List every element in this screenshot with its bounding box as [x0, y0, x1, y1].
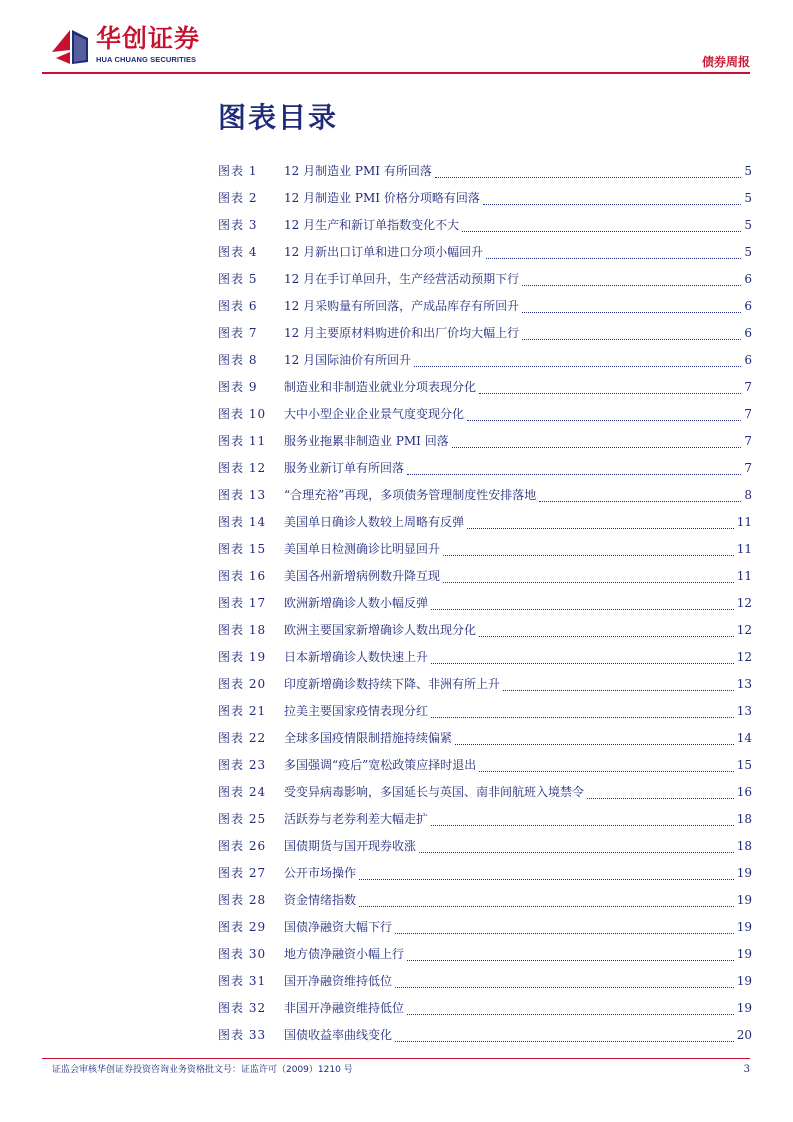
toc-entry-label: 图表 9: [218, 380, 258, 394]
toc-entry-page: 5: [744, 164, 752, 178]
toc-entry-page: 20: [736, 1028, 752, 1042]
toc-entry[interactable]: [218, 563, 752, 590]
toc-entry-label: 图表 33: [218, 1028, 267, 1042]
toc-entry-title: 服务业新订单有所回落: [284, 461, 405, 475]
toc-entry[interactable]: [218, 509, 752, 536]
footer-disclaimer: 证监会审核华创证券投资咨询业务资格批文号：证监许可（2009）1210 号: [52, 1065, 353, 1075]
toc-entry[interactable]: [218, 725, 752, 752]
toc-entry[interactable]: [218, 914, 752, 941]
toc-entry-label: 图表 8: [218, 353, 258, 367]
table-of-figures: [218, 158, 752, 1049]
toc-entry[interactable]: [218, 428, 752, 455]
toc-entry-label: 图表 14: [218, 515, 267, 529]
toc-entry-label: 图表 12: [218, 461, 267, 475]
toc-entry-label: 图表 23: [218, 758, 267, 772]
toc-entry-title: 国开净融资维持低位: [284, 974, 393, 988]
toc-dot-leader: [539, 500, 741, 502]
toc-dot-leader: [503, 689, 734, 691]
toc-dot-leader: [407, 959, 734, 961]
toc-entry-page: 18: [736, 812, 752, 826]
toc-entry-page: 11: [736, 542, 752, 556]
toc-entry-page: 7: [744, 380, 752, 394]
toc-entry-title: 12 月在手订单回升，生产经营活动预期下行: [284, 272, 520, 286]
toc-dot-leader: [419, 851, 734, 853]
toc-entry-label: 图表 7: [218, 326, 258, 340]
toc-entry-label: 图表 5: [218, 272, 258, 286]
toc-entry[interactable]: [218, 212, 752, 239]
toc-entry-page: 19: [736, 893, 752, 907]
toc-entry[interactable]: [218, 239, 752, 266]
toc-entry-page: 6: [744, 299, 752, 313]
toc-entry-label: 图表 15: [218, 542, 267, 556]
toc-entry-label: 图表 2: [218, 191, 258, 205]
toc-entry-page: 8: [744, 488, 752, 502]
toc-entry-title: 公开市场操作: [284, 866, 357, 880]
brand-name-english: HUA CHUANG SECURITIES: [96, 55, 197, 64]
toc-entry[interactable]: [218, 941, 752, 968]
toc-entry-label: 图表 11: [218, 434, 267, 448]
toc-entry-page: 19: [736, 866, 752, 880]
toc-entry-title: 12 月主要原材料购进价和出厂价均大幅上行: [284, 326, 520, 340]
toc-entry-page: 7: [744, 434, 752, 448]
toc-dot-leader: [395, 986, 734, 988]
toc-entry[interactable]: [218, 644, 752, 671]
toc-entry-label: 图表 32: [218, 1001, 267, 1015]
toc-dot-leader: [395, 932, 734, 934]
toc-entry-title: 12 月制造业 PMI 有所回落: [284, 164, 432, 178]
toc-entry-page: 6: [744, 272, 752, 286]
toc-entry-page: 7: [744, 461, 752, 475]
toc-entry-page: 5: [744, 218, 752, 232]
toc-entry-label: 图表 22: [218, 731, 267, 745]
toc-dot-leader: [479, 635, 734, 637]
toc-entry[interactable]: [218, 860, 752, 887]
toc-entry-label: 图表 19: [218, 650, 267, 664]
toc-entry-title: 国债期货与国开现券收涨: [284, 839, 417, 853]
toc-entry-label: 图表 31: [218, 974, 267, 988]
toc-entry[interactable]: [218, 536, 752, 563]
toc-entry-page: 5: [744, 245, 752, 259]
toc-entry-label: 图表 16: [218, 569, 267, 583]
huachuang-logo-icon: [50, 28, 90, 66]
toc-entry[interactable]: [218, 347, 752, 374]
toc-entry-page: 13: [736, 677, 752, 691]
toc-entry-label: 图表 27: [218, 866, 267, 880]
toc-entry[interactable]: [218, 968, 752, 995]
toc-entry[interactable]: [218, 482, 752, 509]
toc-entry-title: 国债净融资大幅下行: [284, 920, 393, 934]
toc-entry-page: 7: [744, 407, 752, 421]
toc-entry-title: 12 月新出口订单和进口分项小幅回升: [284, 245, 484, 259]
toc-dot-leader: [467, 527, 734, 529]
toc-entry-page: 12: [736, 623, 752, 637]
page-header: [0, 0, 793, 80]
toc-dot-leader: [443, 581, 734, 583]
toc-entry-title: 制造业和非制造业就业分项表现分化: [284, 380, 477, 394]
toc-entry-page: 15: [736, 758, 752, 772]
toc-dot-leader: [407, 1013, 734, 1015]
toc-title: 图表目录: [218, 101, 339, 134]
toc-entry-title: 12 月生产和新订单指数变化不大: [284, 218, 460, 232]
toc-entry-page: 11: [736, 569, 752, 583]
toc-entry-page: 12: [736, 650, 752, 664]
toc-entry-page: 13: [736, 704, 752, 718]
toc-entry[interactable]: [218, 590, 752, 617]
toc-entry-title: 国债收益率曲线变化: [284, 1028, 393, 1042]
toc-entry-page: 16: [736, 785, 752, 799]
toc-entry[interactable]: [218, 293, 752, 320]
toc-entry-title: 地方债净融资小幅上行: [284, 947, 405, 961]
toc-dot-leader: [522, 311, 741, 313]
toc-entry-page: 19: [736, 974, 752, 988]
toc-entry-title: 服务业拖累非制造业 PMI 回落: [284, 434, 449, 448]
toc-dot-leader: [431, 716, 734, 718]
toc-dot-leader: [431, 662, 734, 664]
toc-dot-leader: [587, 797, 734, 799]
toc-entry[interactable]: [218, 752, 752, 779]
toc-dot-leader: [431, 608, 734, 610]
toc-entry-page: 19: [736, 920, 752, 934]
toc-dot-leader: [395, 1040, 734, 1042]
toc-dot-leader: [462, 230, 741, 232]
toc-entry-title: 印度新增确诊数持续下降、非洲有所上升: [284, 677, 501, 691]
toc-entry-label: 图表 13: [218, 488, 267, 502]
toc-entry-title: 多国强调“疫后”宽松政策应择时退出: [284, 758, 477, 772]
toc-entry-title: 欧洲主要国家新增确诊人数出现分化: [284, 623, 477, 637]
toc-entry-label: 图表 24: [218, 785, 267, 799]
report-type-label: 债券周报: [701, 55, 750, 69]
toc-entry-page: 11: [736, 515, 752, 529]
toc-entry-title: 欧洲新增确诊人数小幅反弹: [284, 596, 429, 610]
toc-dot-leader: [455, 743, 734, 745]
toc-entry-title: 非国开净融资维持低位: [284, 1001, 405, 1015]
toc-entry-label: 图表 30: [218, 947, 267, 961]
toc-entry-page: 14: [736, 731, 752, 745]
toc-dot-leader: [483, 203, 742, 205]
toc-entry-label: 图表 21: [218, 704, 267, 718]
toc-entry-label: 图表 26: [218, 839, 267, 853]
toc-entry-title: 12 月制造业 PMI 价格分项略有回落: [284, 191, 480, 205]
toc-entry-label: 图表 4: [218, 245, 258, 259]
toc-entry[interactable]: [218, 401, 752, 428]
brand-name-chinese: 华创证券: [96, 24, 201, 53]
toc-entry[interactable]: [218, 995, 752, 1022]
toc-entry[interactable]: [218, 320, 752, 347]
toc-entry-label: 图表 20: [218, 677, 267, 691]
toc-entry-title: 受变异病毒影响，多国延长与英国、南非间航班入境禁令: [284, 785, 585, 799]
toc-entry-title: 美国单日确诊人数较上周略有反弹: [284, 515, 465, 529]
toc-entry-page: 12: [736, 596, 752, 610]
toc-entry-label: 图表 18: [218, 623, 267, 637]
toc-entry[interactable]: [218, 158, 752, 185]
toc-entry[interactable]: [218, 374, 752, 401]
toc-dot-leader: [479, 392, 741, 394]
toc-entry[interactable]: [218, 671, 752, 698]
toc-dot-leader: [522, 284, 741, 286]
toc-dot-leader: [414, 365, 741, 367]
toc-entry-title: 美国单日检测确诊比明显回升: [284, 542, 441, 556]
toc-entry-title: 大中小型企业企业景气度变现分化: [284, 407, 465, 421]
toc-entry-page: 6: [744, 326, 752, 340]
toc-dot-leader: [443, 554, 734, 556]
toc-dot-leader: [467, 419, 741, 421]
toc-entry[interactable]: [218, 266, 752, 293]
toc-dot-leader: [431, 824, 734, 826]
toc-dot-leader: [359, 905, 734, 907]
toc-entry[interactable]: [218, 806, 752, 833]
toc-dot-leader: [486, 257, 741, 259]
page-number: 3: [743, 1064, 750, 1075]
toc-entry[interactable]: [218, 833, 752, 860]
toc-entry[interactable]: [218, 698, 752, 725]
toc-dot-leader: [359, 878, 734, 880]
toc-entry-label: 图表 28: [218, 893, 267, 907]
toc-dot-leader: [407, 473, 741, 475]
toc-entry-title: 拉美主要国家疫情表现分红: [284, 704, 429, 718]
toc-entry-label: 图表 17: [218, 596, 267, 610]
toc-entry-title: 全球多国疫情限制措施持续偏紧: [284, 731, 453, 745]
toc-entry-label: 图表 10: [218, 407, 267, 421]
toc-entry-title: 日本新增确诊人数快速上升: [284, 650, 429, 664]
toc-dot-leader: [452, 446, 742, 448]
toc-dot-leader: [435, 176, 742, 178]
toc-entry-label: 图表 3: [218, 218, 258, 232]
toc-entry-label: 图表 6: [218, 299, 258, 313]
toc-entry-page: 6: [744, 353, 752, 367]
toc-dot-leader: [522, 338, 741, 340]
toc-entry-page: 19: [736, 1001, 752, 1015]
toc-entry-title: “合理充裕”再现，多项债务管理制度性安排落地: [284, 488, 537, 502]
header-divider: [42, 72, 750, 74]
toc-entry[interactable]: [218, 455, 752, 482]
toc-entry-title: 12 月采购量有所回落，产成品库存有所回升: [284, 299, 520, 313]
toc-entry-title: 资金情绪指数: [284, 893, 357, 907]
toc-entry-title: 活跃券与老券利差大幅走扩: [284, 812, 429, 826]
toc-entry-label: 图表 1: [218, 164, 258, 178]
toc-entry-page: 19: [736, 947, 752, 961]
footer-divider: [42, 1058, 750, 1059]
toc-entry[interactable]: [218, 185, 752, 212]
toc-entry-title: 美国各州新增病例数升降互现: [284, 569, 441, 583]
toc-entry[interactable]: [218, 617, 752, 644]
toc-entry[interactable]: [218, 1022, 752, 1049]
toc-entry[interactable]: [218, 887, 752, 914]
toc-dot-leader: [479, 770, 733, 772]
toc-entry-label: 图表 25: [218, 812, 267, 826]
toc-entry[interactable]: [218, 779, 752, 806]
toc-entry-label: 图表 29: [218, 920, 267, 934]
toc-entry-page: 18: [736, 839, 752, 853]
toc-entry-page: 5: [744, 191, 752, 205]
toc-entry-title: 12 月国际油价有所回升: [284, 353, 412, 367]
